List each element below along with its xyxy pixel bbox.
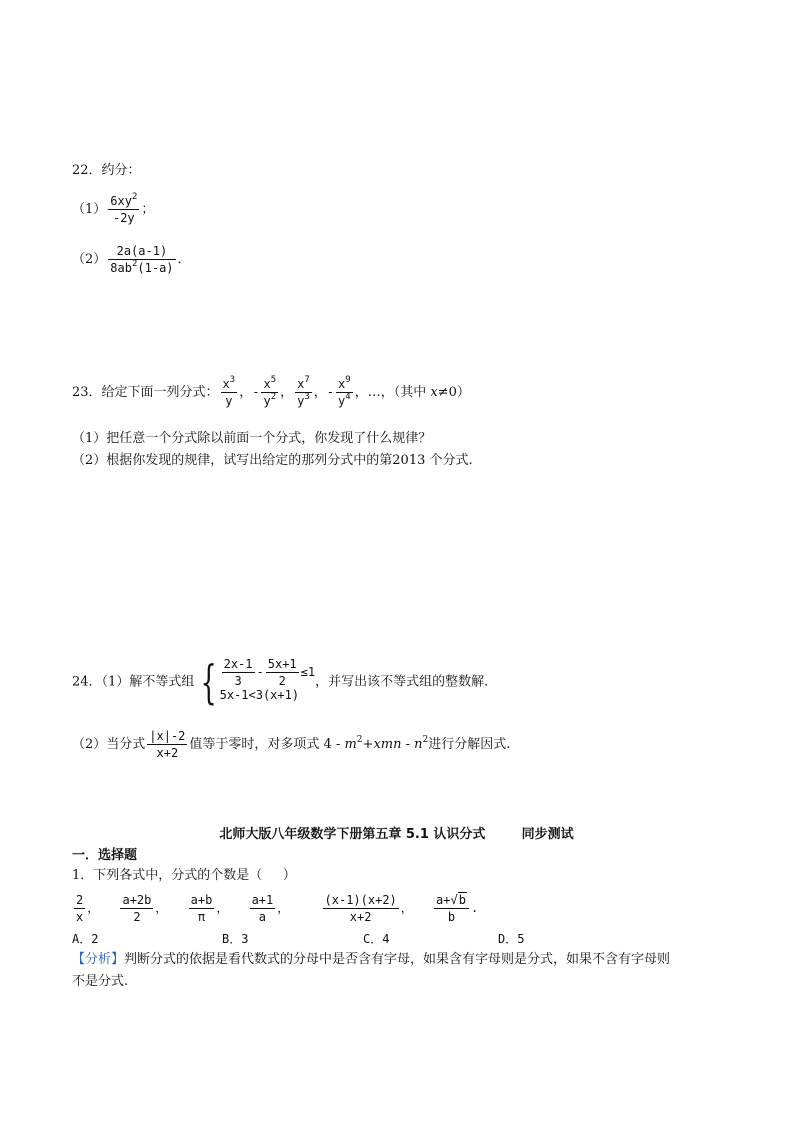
q24-p1-label: 24．（1）解不等式组 (72, 674, 195, 690)
q24-p2-num: |x|-2 (149, 729, 186, 743)
q24-p1-tail: ，并写出该不等式组的整数解. (315, 674, 489, 690)
q24-p2-tail-c: - (401, 737, 415, 752)
q1-expr-4 (250, 892, 276, 925)
q24-part1 (72, 656, 488, 708)
q1-e3-den: π (197, 910, 206, 924)
q1-expressions (72, 892, 478, 925)
q1-e5-num: (x-1)(x+2) (324, 893, 397, 907)
q23-intro: 23．给定下面一列分式： (72, 385, 219, 400)
q1-sep-4: ， (277, 901, 290, 915)
q1-e4-num: a+1 (251, 893, 274, 907)
q23-f4-sign: - (326, 385, 335, 399)
q1-e6-sqrt: b (458, 893, 466, 907)
q24-ineq1-minus: - (256, 665, 264, 679)
q1-sep-3: ， (216, 901, 229, 915)
q22-p1-label: （1） (72, 202, 107, 217)
brace-icon: { (200, 655, 218, 709)
q24-ineq1-relation: ≤1 (300, 665, 316, 679)
q22-p2-fraction (108, 243, 175, 276)
q1-e6-den: b (447, 910, 456, 924)
q24-ineq1-f2-den: 2 (278, 674, 286, 688)
q24-p2-den: x+2 (156, 746, 179, 760)
q23-f3-num-exp: 7 (304, 375, 310, 385)
q24-inequality-system (220, 656, 316, 708)
q23-comma-2: ， (280, 385, 294, 400)
q24-inequality-1 (220, 656, 316, 688)
q23-part1: （1）把任意一个分式除以前面一个分式，你发现了什么规律？ (72, 431, 432, 446)
q1-expr-6 (434, 892, 469, 925)
q1-end: . (470, 901, 479, 915)
q23-f1-num-exp: 3 (229, 375, 236, 385)
q1-analysis-cont: 不是分式. (72, 974, 129, 989)
q23-f1-den: y (225, 394, 233, 408)
q1-option-d: D．5 (498, 932, 525, 946)
q1-e4-den: a (258, 910, 267, 924)
q1-option-c: C．4 (363, 932, 390, 946)
q23-f2-den: y (263, 394, 271, 408)
q23-tail-var: x (430, 385, 438, 400)
q24-p2-m-exp: 2 (356, 735, 363, 745)
q1-analysis (72, 951, 670, 969)
q23-part2: （2）根据你发现的规律，试写出给定的那列分式中的第2013 个分式. (72, 453, 473, 468)
q23-tail-a: ，…，（其中 (354, 385, 431, 400)
q22-p2-end: ． (177, 252, 191, 267)
q24-ineq1-f1-den: 3 (234, 674, 242, 688)
q24-p2-tail-b: + (362, 737, 374, 752)
q23-f4-num: x (338, 377, 346, 391)
q23-f4-den-exp: 4 (345, 392, 351, 402)
q1-option-b: B．3 (222, 932, 249, 946)
q23-f2-num: x (263, 377, 271, 391)
q24-p2-fraction (147, 728, 187, 761)
q1-expr-2 (120, 892, 153, 925)
q22-part2 (72, 243, 191, 276)
q22-part1 (72, 193, 154, 226)
sqrt-icon: √ (450, 893, 458, 907)
q1-stem: 1．下列各式中，分式的个数是（ ） (72, 868, 296, 883)
q22-p2-label: （2） (72, 252, 107, 267)
q22-p1-numerator: 6xy (110, 194, 132, 208)
q23-f2-sign: - (252, 385, 260, 399)
q22-title: 22．约分： (72, 163, 141, 178)
q24-part2 (72, 728, 510, 761)
q24-p2-xmn: xmn (373, 737, 402, 752)
q1-expr-5 (323, 892, 399, 925)
section-title: 一．选择题 (72, 848, 138, 863)
q23-f3-den-exp: 3 (304, 392, 310, 402)
q23-f4-num-exp: 9 (345, 375, 351, 385)
q1-expr-1 (74, 892, 85, 925)
q23-frac-2 (261, 376, 278, 409)
q1-e5-den: x+2 (349, 910, 372, 924)
q23-f3-den: y (297, 394, 305, 408)
q1-e2-num: a+2b (122, 893, 152, 907)
q23-f3-num: x (297, 377, 305, 391)
q23-comma-1: ， (239, 385, 253, 400)
q24-p2-n-exp: 2 (422, 735, 429, 745)
q22-p1-num-exponent: 2 (131, 192, 138, 202)
q23-frac-4 (336, 376, 353, 409)
q23-f1-num: x (222, 377, 230, 391)
q1-expr-3 (189, 892, 215, 925)
q24-p2-tail-a: 值等于零时，对多项式 4 - (189, 737, 345, 752)
q22-p2-numerator: 2a(a-1) (108, 243, 175, 260)
q24-ineq1-f2-num: 5x+1 (267, 657, 297, 671)
q22-p1-end: ； (141, 202, 155, 217)
analysis-text-1: 判断分式的依据是看代数式的分母中是否含有字母，如果含有字母则是分式，如果不含有字母则 (124, 952, 671, 967)
q1-e1-den: x (76, 910, 84, 924)
q23-f2-num-exp: 5 (270, 375, 277, 385)
q1-sep-1: ， (87, 901, 100, 915)
q22-p1-fraction (108, 193, 139, 226)
q24-p2-tail-d: 进行分解因式. (428, 737, 511, 752)
q22-p2-den-a: 8ab (110, 261, 132, 275)
q1-option-a: A．2 (72, 932, 99, 946)
q24-p2-n: n (414, 737, 423, 752)
q23-f2-den-exp: 2 (270, 392, 277, 402)
q1-sep-2: ， (155, 901, 168, 915)
q22-p1-denominator: -2y (112, 211, 135, 225)
q22-p2-den-b: (1-a) (137, 261, 174, 275)
q22-p2-den-exponent: 2 (131, 259, 138, 269)
q1-sep-5: ， (400, 901, 413, 915)
q24-inequality-2: 5x-1<3(x+1) (219, 688, 300, 702)
q23-f4-den: y (338, 394, 346, 408)
q24-ineq1-f1-num: 2x-1 (223, 657, 253, 671)
q23-sequence (72, 376, 470, 409)
q23-frac-3 (295, 376, 312, 409)
q1-e6-a: a+ (436, 893, 451, 907)
q24-p2-label: （2）当分式 (72, 737, 146, 752)
analysis-tag: 【分析】 (72, 952, 125, 967)
q1-e2-den: 2 (133, 910, 141, 924)
page-heading: 北师大版八年级数学下册第五章 5.1 认识分式 同步测试 (219, 827, 574, 842)
q1-e3-num: a+b (190, 893, 213, 907)
q23-frac-1 (221, 376, 238, 409)
q1-e1-num: 2 (76, 893, 84, 907)
q23-tail-b: ≠0） (437, 385, 470, 400)
q23-comma-3: ， (313, 385, 327, 400)
q24-p2-m: m (344, 737, 357, 752)
